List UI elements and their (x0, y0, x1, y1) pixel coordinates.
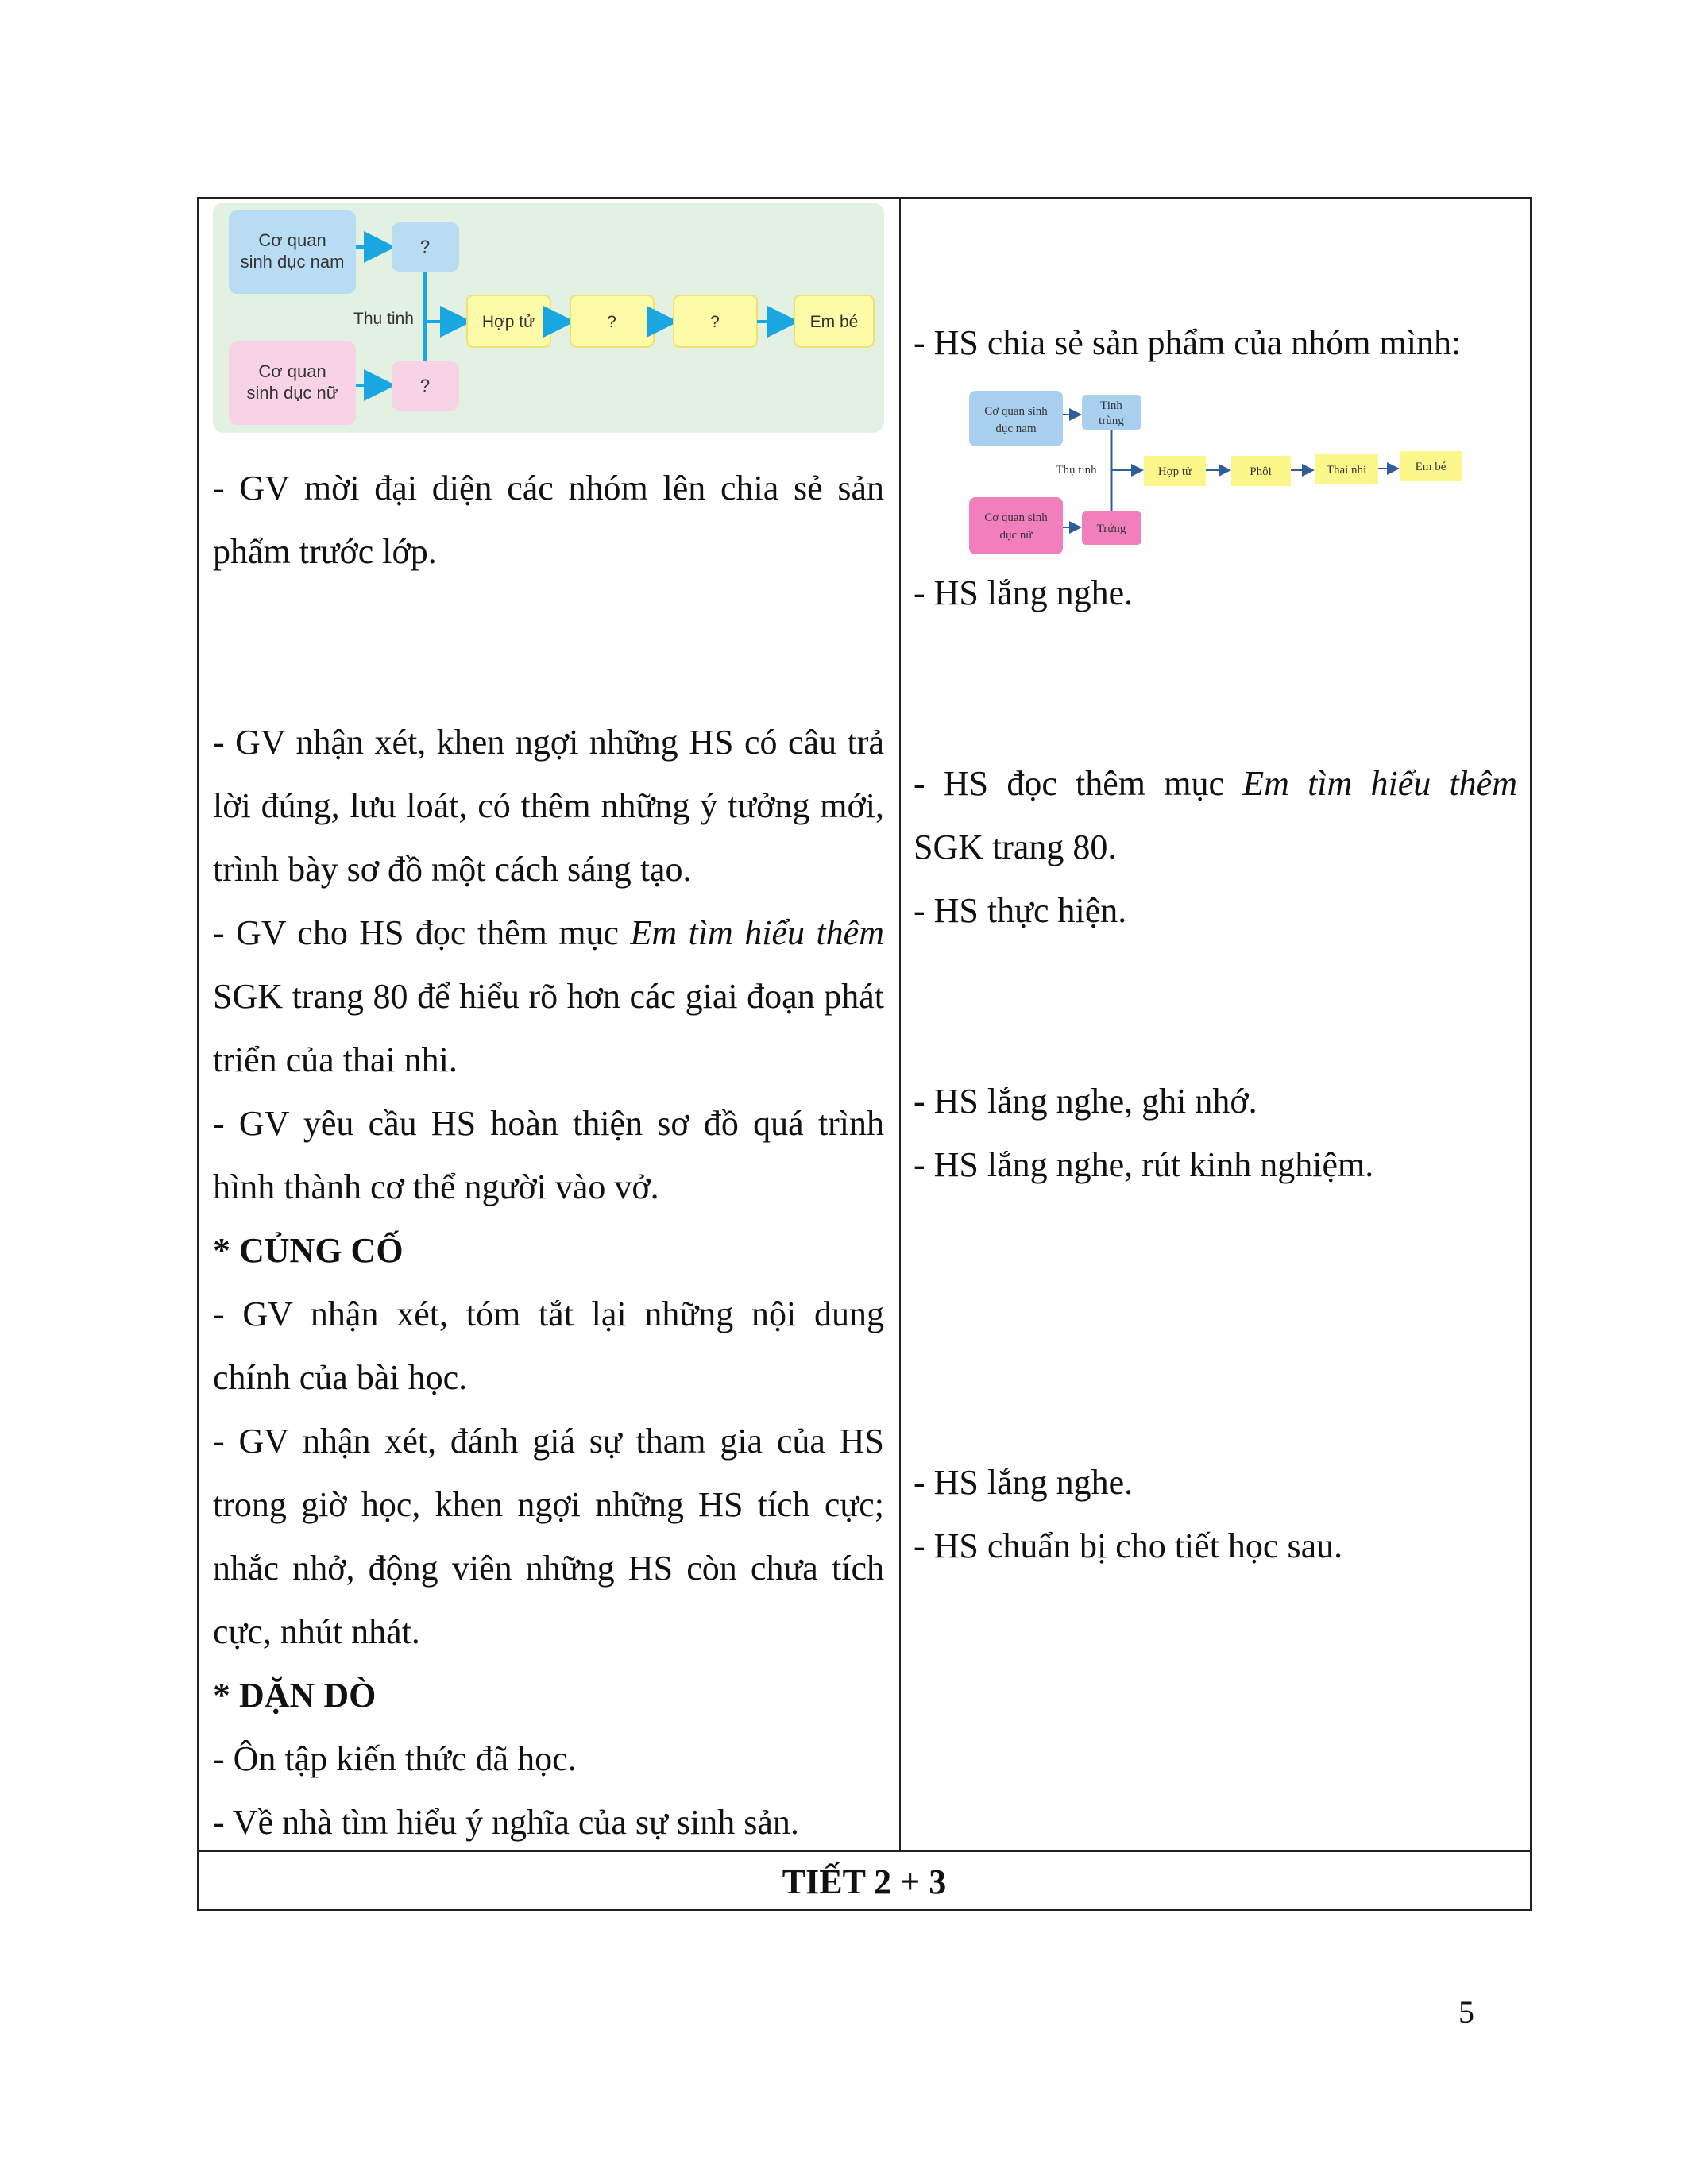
gv-complete-text: - GV yêu cầu HS hoàn thiện sơ đồ quá trình hình thành cơ thể người vào vở. (213, 1104, 884, 1206)
gv-evaluate-text: - GV nhận xét, đánh giá sự tham gia của HS trong giờ học, khen ngợi những HS tích cực; nhắc nhở, động viên những HS còn chưa tích cực, nhút nhát. (213, 1422, 884, 1651)
spacer (914, 1197, 1517, 1451)
hs-do-text: - HS thực hiện. (914, 891, 1127, 930)
male-organ-line1: Cơ quan (258, 230, 326, 250)
column-divider (899, 197, 901, 1850)
hs-share-text: - HS chia sẻ sản phẩm của nhóm mình: (914, 323, 1462, 362)
diagram-spacer (914, 375, 1517, 561)
female-organ-line2: sinh dục nữ (246, 383, 338, 403)
female-organ-line1: Cơ quan sinh (984, 511, 1048, 524)
period-title: TIẾT 2 + 3 (782, 1862, 947, 1901)
hs-listen-text-2: - HS lắng nghe. (914, 1463, 1134, 1502)
spacer (914, 625, 1517, 752)
spacer (914, 943, 1517, 1070)
gv-summary-text: - GV nhận xét, tóm tắt lại những nội dung chính của bài học. (213, 1295, 884, 1397)
male-organ-line2: dục nam (995, 423, 1037, 435)
stage-question-2: ? (710, 313, 720, 331)
dan-do-heading: * DẶN DÒ (213, 1676, 377, 1715)
fertilization-label: Thụ tinh (1056, 464, 1097, 477)
teacher-activities (213, 457, 884, 1854)
hs-prepare-text: - HS chuẩn bị cho tiết học sau. (914, 1526, 1343, 1565)
gv-comment-text: - GV nhận xét, khen ngợi những HS có câu trả lời đúng, lưu loát, có thêm những ý tưởng mới, trình bày sơ đồ một cách sáng tạo. (213, 723, 884, 889)
hs-listen-learn-text: - HS lắng nghe, rút kinh nghiệm. (914, 1145, 1374, 1184)
female-organ-line2: dục nữ (999, 529, 1033, 542)
embryo-label: Phôi (1250, 465, 1272, 478)
section-name-italic: Em tìm hiểu thêm (1242, 764, 1517, 803)
zygote-label: Hợp tử (481, 313, 535, 331)
student-activities (914, 311, 1517, 1578)
gv-invite-text: - GV mời đại diện các nhóm lên chia sẻ sản phẩm trước lớp. (213, 469, 884, 571)
egg-label: Trứng (1096, 523, 1126, 535)
cung-co-heading: * CỦNG CỐ (213, 1231, 404, 1270)
section-name-italic: Em tìm hiểu thêm (630, 913, 884, 952)
fertilization-label: Thụ tinh (353, 310, 414, 328)
female-organ-line1: Cơ quan (258, 361, 326, 381)
hs-listen-note-text: - HS lắng nghe, ghi nhớ. (914, 1082, 1257, 1121)
gv-read-text: - GV cho HS đọc thêm mục Em tìm hiểu thêm SGK trang 80 để hiểu rõ hơn các giai đoạn phát triển của thai nhi. (213, 913, 884, 1079)
page-number: 5 (1458, 1994, 1474, 2030)
baby-label: Em bé (1415, 461, 1447, 473)
process-diagram-question (213, 203, 884, 433)
baby-label: Em bé (809, 313, 859, 331)
hs-listen-text-1: - HS lắng nghe. (914, 573, 1134, 612)
review-text: - Ôn tập kiến thức đã học. (213, 1739, 577, 1778)
sperm-line1: Tinh (1100, 399, 1122, 412)
fetus-label: Thai nhi (1326, 464, 1367, 477)
egg-question: ? (419, 376, 431, 396)
male-organ-line1: Cơ quan sinh (984, 405, 1048, 418)
zygote-label: Hợp tử (1157, 465, 1192, 478)
male-organ-line2: sinh dục nam (240, 252, 345, 272)
home-text: - Về nhà tìm hiểu ý nghĩa của sự sinh sản. (213, 1803, 799, 1842)
sperm-line2: trùng (1099, 415, 1124, 427)
spacer (213, 584, 884, 711)
hs-read-text: - HS đọc thêm mục Em tìm hiểu thêm SGK trang 80. (914, 764, 1517, 866)
sperm-question: ? (419, 237, 431, 257)
stage-question-1: ? (607, 313, 616, 331)
